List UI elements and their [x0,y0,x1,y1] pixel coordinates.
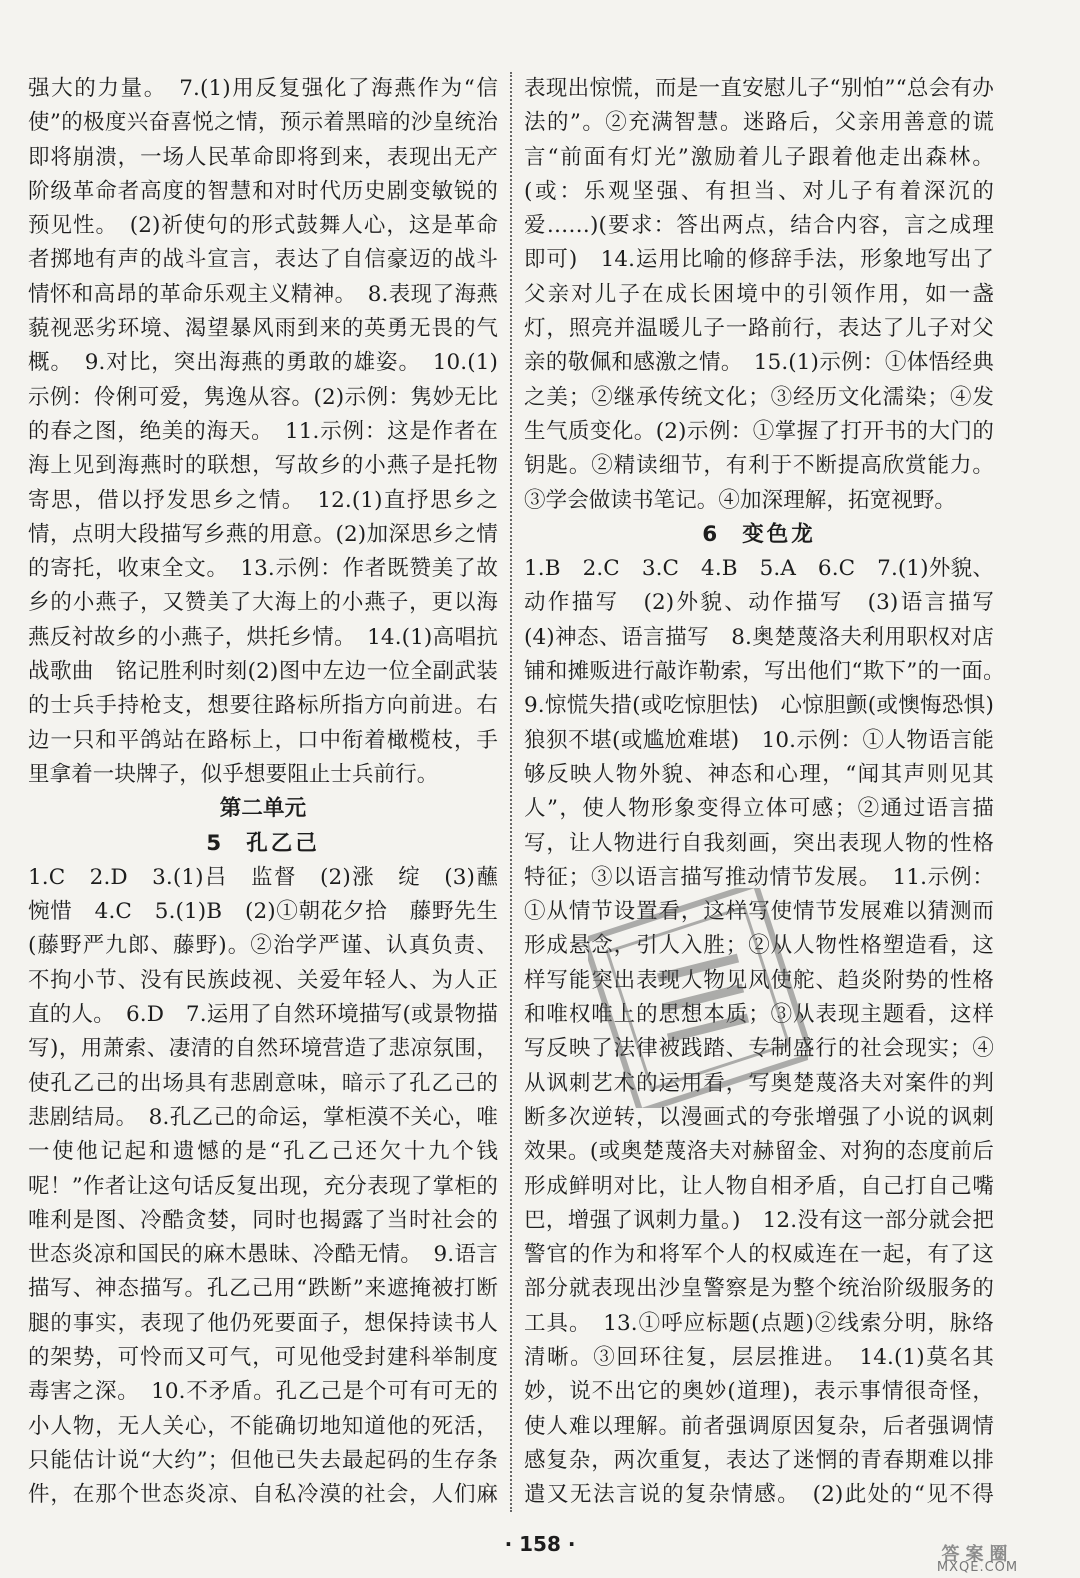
watermark-logo: 答案圈 [941,1544,1014,1565]
column-divider [510,72,512,1512]
lesson-6-number: 6 [702,521,721,547]
left-column [28,72,498,1512]
lesson-5-name: 孔乙己 [246,830,320,856]
right-answers-block-2: 1.B 2.C 3.C 4.B 5.A 6.C 7.(1)外貌、动作描写 (2)外貌、动作描写 (3)语言描写 (4)神态、语言描写 8.奥楚蔑洛夫利用职权对店铺和摊贩进行敲诈勒索，写出他们“欺下”的一面。 9.惊慌失措(或吃惊胆怯) 心惊胆颤(或懊悔恐惧) 狼狈不堪(或尴尬难堪) 10.示例：①人物语言能够反映人物外貌、神态和心理，“闻其声则见其人”，使人物形象变得立体可感；②通过语言描写，让人物进行自我刻画，突出表现人物的性格特征；③以语言描写推动情节发展。 11.示例：①从情节设置看，这样写使情节发展难以猜测而形成悬念，引人入胜；②从人物性格塑造看，这样写能突出表现人物见风使舵、趋炎附势的性格和唯权唯上的思想本质；③从表现主题看，这样写反映了法律被践踏、专制盛行的社会现实；④从讽刺艺术的运用看，写奥楚蔑洛夫对案件的判断多次逆转，以漫画式的夸张增强了小说的讽刺效果。(或奥楚蔑洛夫对赫留金、对狗的态度前后形成鲜明对比，让人物自相矛盾，自己打自己嘴巴，增强了讽刺力量。) 12.没有这一部分就会把警官的作为和将军个人的权威连在一起，有了这部分就表现出沙皇警察是为整个统治阶级服务的工具。 13.①呼应标题(点题)②线索分明，脉络清晰。③回环往复，层层推进。 14.(1)莫名其妙，说不出它的奥妙(道理)，表示事情很奇怪，使人难以理解。前者强调原因复杂，后者强调情感复杂，两次重复，表达了迷惘的青春期难以排遣又无法言说的复杂情感。 (2)此处的“见不得 [524,556,994,1508]
right-answers-block-1: 表现出惊慌，而是一直安慰儿子“别怕”“总会有办法的”。②充满智慧。迷路后，父亲用善意的谎言“前面有灯光”激励着儿子跟着他走出森林。(或：乐观坚强、有担当、对儿子有着深沉的爱……)(要求：答出两点，结合内容，言之成理即可) 14.运用比喻的修辞手法，形象地写出了父亲对儿子在成长困境中的引领作用，如一盏灯，照亮并温暖儿子一路前行，表达了儿子对父亲的敬佩和感激之情。 15.(1)示例：①体悟经典之美；②继承传统文化；③经历文化濡染；④发生气质变化。(2)示例：①掌握了打开书的大门的钥匙。②精读细节，有利于不断提高欣赏能力。③学会做读书笔记。④加深理解，拓宽视野。 [524,76,994,513]
left-answers-block-1: 强大的力量。 7.(1)用反复强化了海燕作为“信使”的极度兴奋喜悦之情，预示着黑暗的沙皇统治即将崩溃，一场人民革命即将到来，表现出无产阶级革命者高度的智慧和对时代历史剧变敏锐的预见性。 (2)祈使句的形式鼓舞人心，这是革命者掷地有声的战斗宣言，表达了自信豪迈的战斗情怀和高昂的革命乐观主义精神。 8.表现了海燕藐视恶劣环境、渴望暴风雨到来的英勇无畏的气概。 9.对比，突出海燕的勇敢的雄姿。 10.(1)示例：伶俐可爱，隽逸从容。(2)示例：隽妙无比的春之图，绝美的海天。 11.示例：这是作者在海上见到海燕时的联想，写故乡的小燕子是托物寄思，借以抒发思乡之情。 12.(1)直抒思乡之情，点明大段描写乡燕的用意。(2)加深思乡之情的寄托，收束全文。 13.示例：作者既赞美了故乡的小燕子，又赞美了大海上的小燕子，更以海燕反衬故乡的小燕子，烘托乡情。 14.(1)高唱抗战歌曲 铭记胜利时刻(2)图中左边一位全副武装的士兵手持枪支，想要往路标所指方向前进。右边一只和平鸽站在路标上，口中衔着橄榄枝，手里拿着一块牌子，似乎想要阻止士兵前行。 [28,76,498,787]
lesson-6-title [524,518,994,552]
lesson-5-number: 5 [206,830,225,856]
lesson-5-title [28,827,498,861]
site-watermark [880,1540,1075,1574]
left-answers-block-2: 1.C 2.D 3.(1)吕 监督 (2)涨 绽 (3)蘸 惋惜 4.C 5.(1)B (2)①朝花夕拾 藤野先生(藤野严九郎、藤野)。②治学严谨、认真负责、不拘小节、没有民族歧视、关爱年轻人、为人正直的人。 6.D 7.运用了自然环境描写(或景物描写)，用萧索、凄清的自然环境营造了悲凉氛围，使孔乙己的出场具有悲剧意味，暗示了孔乙己的悲剧结局。 8.孔乙己的命运，掌柜漠不关心，唯一使他记起和遗憾的是“孔乙己还欠十九个钱呢！”作者让这句话反复出现，充分表现了掌柜的唯利是图、冷酷贪婪，同时也揭露了当时社会的世态炎凉和国民的麻木愚昧、冷酷无情。 9.语言描写、神态描写。孔乙己用“跌断”来遮掩被打断腿的事实，表现了他仍死要面子，想保持读书人的架势，可怜而又可气，可见他受封建科举制度毒害之深。 10.不矛盾。孔乙己是个可有可无的小人物，无人关心，不能确切地知道他的死活，只能估计说“大约”；但他已失去最起码的生存条件，在那个世态炎凉、自私冷漠的社会，人们麻 [28,864,498,1508]
watermark-url: MXQE.COM [936,1560,1019,1575]
unit-heading: 第二单元 [219,796,307,822]
lesson-6-name: 变色龙 [742,521,816,547]
page-number: · 158 · [504,1532,576,1556]
right-column [524,72,994,1512]
